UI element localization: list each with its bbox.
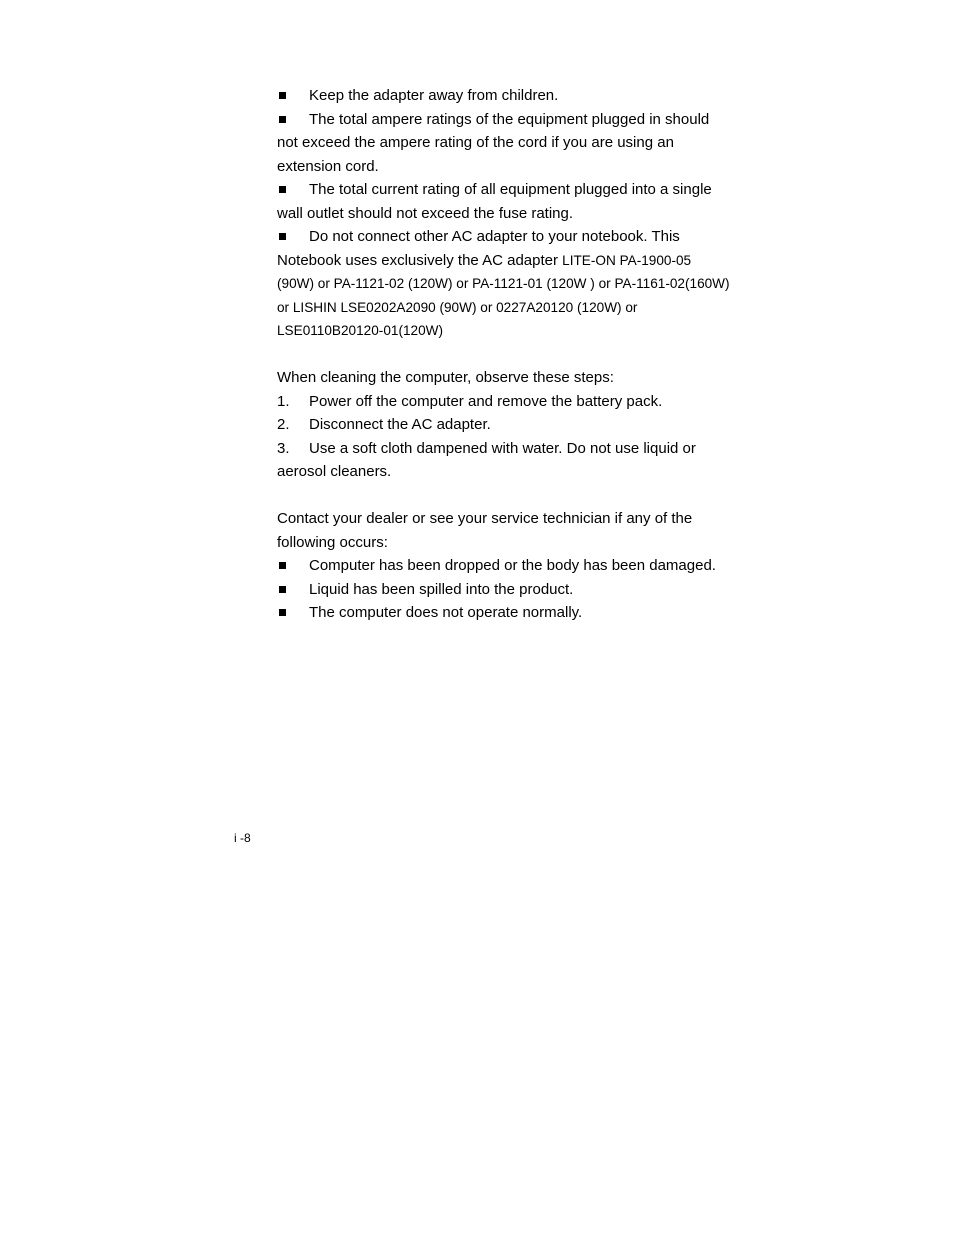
bullet-square-icon (277, 84, 309, 108)
bullet-square-icon (277, 601, 309, 625)
bullet-square-icon (277, 225, 309, 249)
adapter-bullet-2 (277, 108, 752, 132)
service-intro: Contact your dealer or see your service technician if any of the (277, 510, 693, 527)
bullet-text: The total ampere ratings of the equipment plugged in should (309, 110, 710, 128)
service-bullet-3 (277, 601, 752, 625)
bullet-text: Keep the adapter away from children. (309, 87, 559, 104)
page-content (277, 84, 752, 625)
adapter-bullet-3-cont: wall outlet should not exceed the fuse rating. (277, 204, 574, 222)
step-text: Disconnect the AC adapter. (309, 416, 491, 433)
page-number: i -8 (234, 831, 251, 845)
bullet-text: Liquid has been spilled into the product. (309, 580, 574, 598)
cleaning-step-1 (277, 390, 752, 414)
adapter-bullet-4-cont (277, 249, 752, 273)
bullet-text: Do not connect other AC adapter to your notebook. This (309, 228, 680, 245)
adapter-models-line: LSE0110B20120-01(120W) (277, 323, 444, 338)
service-bullet-1 (277, 554, 752, 578)
step-number: 3. (277, 439, 290, 457)
adapter-bullet-1 (277, 84, 752, 108)
adapter-model-text: LITE-ON PA-1900-05 (562, 252, 692, 268)
step-text: Use a soft cloth dampened with water. Do not use liquid or (309, 439, 696, 457)
service-bullet-2 (277, 578, 752, 602)
adapter-bullet-2-cont: extension cord. (277, 157, 379, 175)
bullet-square-icon (277, 108, 309, 132)
bullet-text: Computer has been dropped or the body has been damaged. (309, 557, 716, 574)
bullet-square-icon (277, 554, 309, 578)
adapter-text: Notebook uses exclusively the AC adapter (277, 251, 563, 269)
adapter-bullet-4 (277, 225, 752, 249)
bullet-text: The computer does not operate normally. (309, 604, 583, 621)
step-number: 1. (277, 392, 290, 410)
step-number: 2. (277, 416, 290, 433)
adapter-models-line: (90W) or PA-1121-02 (120W) or PA-1121-01 (120W ) or PA-1161-02(160W) (277, 276, 730, 291)
cleaning-step-3-cont: aerosol cleaners. (277, 463, 392, 480)
adapter-bullet-3 (277, 178, 752, 202)
cleaning-step-3 (277, 437, 752, 461)
cleaning-intro: When cleaning the computer, observe these steps: (277, 369, 614, 386)
adapter-models-line: or LISHIN LSE0202A2090 (90W) or 0227A20120 (120W) or (277, 299, 638, 315)
bullet-square-icon (277, 178, 309, 202)
adapter-bullet-2-cont: not exceed the ampere rating of the cord if you are using an (277, 134, 674, 151)
service-intro-cont: following occurs: (277, 533, 388, 551)
bullet-square-icon (277, 578, 309, 602)
cleaning-step-2 (277, 413, 752, 437)
step-text: Power off the computer and remove the battery pack. (309, 392, 663, 410)
bullet-text: The total current rating of all equipment plugged into a single (309, 181, 712, 198)
